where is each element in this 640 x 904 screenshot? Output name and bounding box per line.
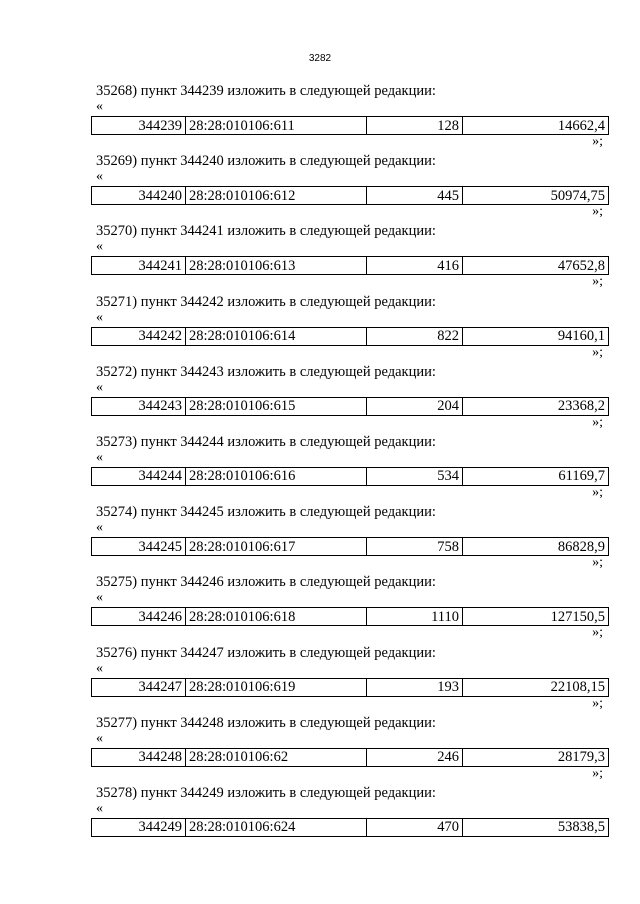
amendment-section bbox=[0, 433, 640, 503]
cadastral-number-cell: 28:28:010106:612 bbox=[186, 187, 367, 205]
opening-quote: « bbox=[96, 520, 103, 536]
amendment-heading: 35277) пункт 344248 изложить в следующей редакции: bbox=[96, 714, 436, 731]
data-table bbox=[91, 748, 609, 767]
area-cell: 416 bbox=[367, 257, 463, 275]
data-table bbox=[91, 467, 609, 486]
opening-quote: « bbox=[96, 660, 103, 676]
closing-quote: »; bbox=[592, 555, 603, 571]
amendment-heading: 35275) пункт 344246 изложить в следующей редакции: bbox=[96, 574, 436, 591]
cadastral-number-cell: 28:28:010106:617 bbox=[186, 538, 367, 556]
amendment-section bbox=[0, 363, 640, 433]
amendment-section bbox=[0, 784, 640, 854]
data-table bbox=[91, 537, 609, 556]
area-cell: 758 bbox=[367, 538, 463, 556]
data-table bbox=[91, 256, 609, 275]
area-cell: 534 bbox=[367, 467, 463, 485]
opening-quote: « bbox=[96, 99, 103, 114]
data-table bbox=[91, 116, 609, 135]
area-cell: 204 bbox=[367, 397, 463, 415]
amendment-heading: 35273) пункт 344244 изложить в следующей редакции: bbox=[96, 433, 436, 450]
amendment-heading: 35272) пункт 344243 изложить в следующей редакции: bbox=[96, 363, 436, 380]
opening-quote: « bbox=[96, 730, 103, 746]
area-cell: 445 bbox=[367, 187, 463, 205]
opening-quote: « bbox=[96, 169, 103, 185]
value-cell: 47652,8 bbox=[463, 257, 609, 275]
closing-quote: »; bbox=[592, 134, 603, 149]
item-number-cell: 344241 bbox=[92, 257, 186, 275]
data-table bbox=[91, 607, 609, 626]
data-table bbox=[91, 678, 609, 697]
closing-quote: »; bbox=[592, 484, 603, 500]
cadastral-number-cell: 28:28:010106:619 bbox=[186, 678, 367, 696]
item-number-cell: 344243 bbox=[92, 397, 186, 415]
closing-quote: »; bbox=[592, 204, 603, 220]
cadastral-number-cell: 28:28:010106:615 bbox=[186, 397, 367, 415]
area-cell: 246 bbox=[367, 748, 463, 766]
area-cell: 822 bbox=[367, 327, 463, 345]
closing-quote: »; bbox=[592, 344, 603, 360]
amendment-heading: 35269) пункт 344240 изложить в следующей редакции: bbox=[96, 153, 436, 170]
item-number-cell: 344240 bbox=[92, 187, 186, 205]
amendment-section bbox=[0, 503, 640, 573]
item-number-cell: 344249 bbox=[92, 818, 186, 836]
area-cell: 128 bbox=[367, 117, 463, 135]
table-row bbox=[92, 467, 609, 485]
cadastral-number-cell: 28:28:010106:613 bbox=[186, 257, 367, 275]
data-table bbox=[91, 327, 609, 346]
amendment-heading: 35274) пункт 344245 изложить в следующей редакции: bbox=[96, 504, 436, 521]
value-cell: 28179,3 bbox=[463, 748, 609, 766]
opening-quote: « bbox=[96, 449, 103, 465]
table-row bbox=[92, 397, 609, 415]
value-cell: 23368,2 bbox=[463, 397, 609, 415]
page-number: 3282 bbox=[308, 53, 332, 64]
value-cell: 61169,7 bbox=[463, 467, 609, 485]
table-row bbox=[92, 608, 609, 626]
opening-quote: « bbox=[96, 800, 103, 816]
cadastral-number-cell: 28:28:010106:624 bbox=[186, 818, 367, 836]
opening-quote: « bbox=[96, 590, 103, 606]
amendment-section bbox=[0, 82, 640, 152]
opening-quote: « bbox=[96, 309, 103, 325]
table-row bbox=[92, 678, 609, 696]
amendment-list bbox=[0, 82, 640, 854]
amendment-heading: 35268) пункт 344239 изложить в следующей редакции: bbox=[96, 83, 436, 99]
item-number-cell: 344242 bbox=[92, 327, 186, 345]
data-table bbox=[91, 186, 609, 205]
table-row bbox=[92, 117, 609, 135]
table-row bbox=[92, 748, 609, 766]
closing-quote: »; bbox=[592, 274, 603, 290]
cadastral-number-cell: 28:28:010106:611 bbox=[186, 117, 367, 135]
item-number-cell: 344247 bbox=[92, 678, 186, 696]
value-cell: 53838,5 bbox=[463, 818, 609, 836]
closing-quote: »; bbox=[592, 414, 603, 430]
data-table bbox=[91, 818, 609, 837]
item-number-cell: 344248 bbox=[92, 748, 186, 766]
value-cell: 94160,1 bbox=[463, 327, 609, 345]
amendment-heading: 35270) пункт 344241 изложить в следующей редакции: bbox=[96, 223, 436, 240]
value-cell: 86828,9 bbox=[463, 538, 609, 556]
amendment-heading: 35276) пункт 344247 изложить в следующей редакции: bbox=[96, 644, 436, 661]
closing-quote: »; bbox=[592, 695, 603, 711]
opening-quote: « bbox=[96, 379, 103, 395]
cadastral-number-cell: 28:28:010106:616 bbox=[186, 467, 367, 485]
cadastral-number-cell: 28:28:010106:618 bbox=[186, 608, 367, 626]
value-cell: 14662,4 bbox=[463, 117, 609, 135]
item-number-cell: 344244 bbox=[92, 467, 186, 485]
amendment-section bbox=[0, 152, 640, 222]
cadastral-number-cell: 28:28:010106:614 bbox=[186, 327, 367, 345]
value-cell: 50974,75 bbox=[463, 187, 609, 205]
table-row bbox=[92, 187, 609, 205]
cadastral-number-cell: 28:28:010106:62 bbox=[186, 748, 367, 766]
item-number-cell: 344246 bbox=[92, 608, 186, 626]
data-table bbox=[91, 397, 609, 416]
value-cell: 22108,15 bbox=[463, 678, 609, 696]
closing-quote: »; bbox=[592, 765, 603, 781]
table-row bbox=[92, 818, 609, 836]
item-number-cell: 344245 bbox=[92, 538, 186, 556]
table-row bbox=[92, 538, 609, 556]
amendment-section bbox=[0, 293, 640, 363]
amendment-section bbox=[0, 644, 640, 714]
opening-quote: « bbox=[96, 239, 103, 255]
area-cell: 470 bbox=[367, 818, 463, 836]
amendment-section bbox=[0, 714, 640, 784]
amendment-heading: 35278) пункт 344249 изложить в следующей редакции: bbox=[96, 784, 436, 801]
table-row bbox=[92, 257, 609, 275]
item-number-cell: 344239 bbox=[92, 117, 186, 135]
value-cell: 127150,5 bbox=[463, 608, 609, 626]
amendment-section bbox=[0, 222, 640, 292]
closing-quote: »; bbox=[592, 625, 603, 641]
area-cell: 1110 bbox=[367, 608, 463, 626]
area-cell: 193 bbox=[367, 678, 463, 696]
amendment-section bbox=[0, 573, 640, 643]
amendment-heading: 35271) пункт 344242 изложить в следующей редакции: bbox=[96, 293, 436, 310]
table-row bbox=[92, 327, 609, 345]
